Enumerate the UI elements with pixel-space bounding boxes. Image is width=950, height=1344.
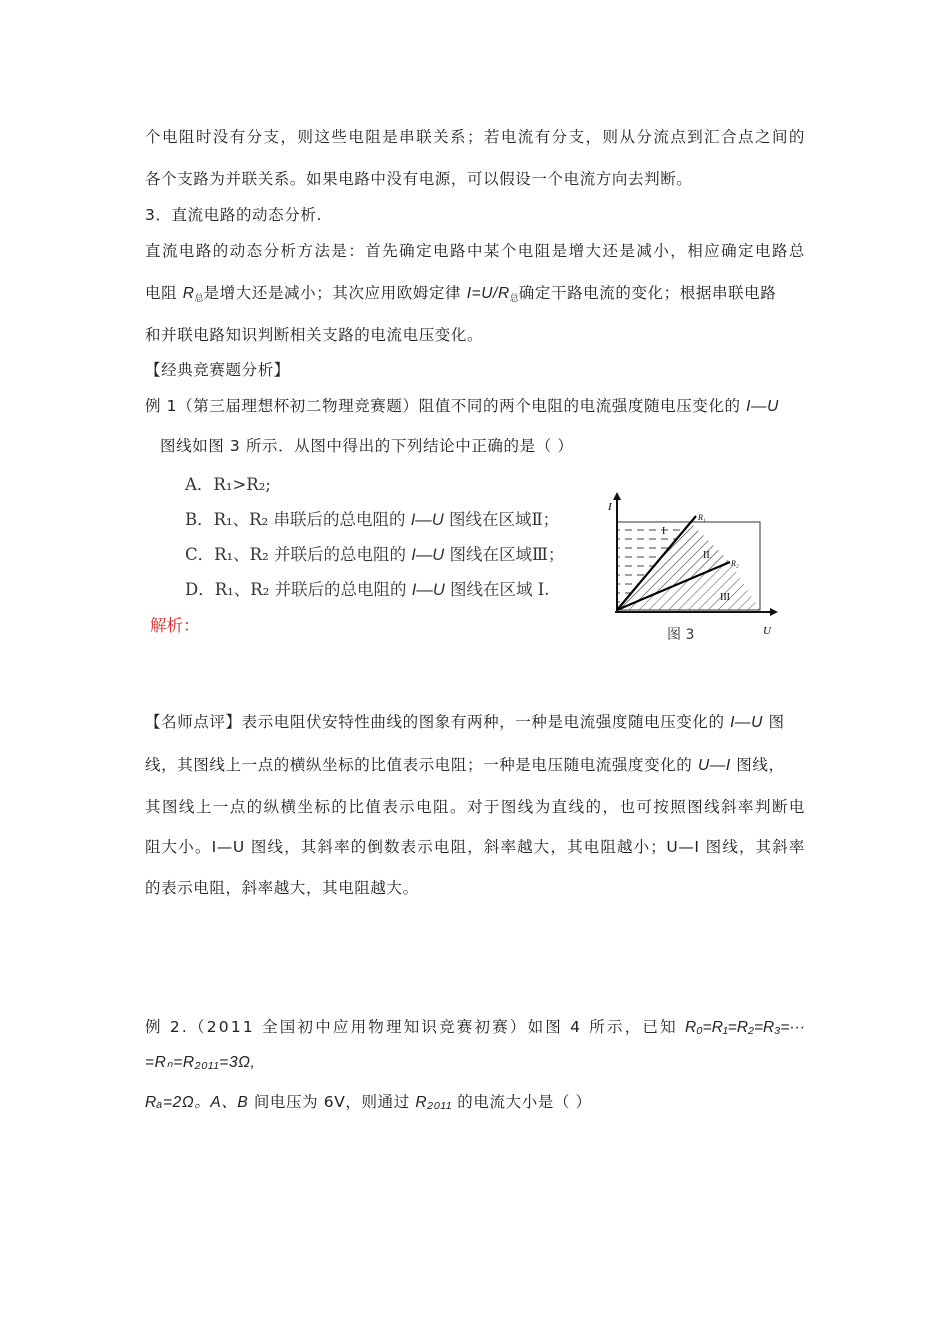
- para-line: [145, 283, 776, 309]
- option-b: [185, 509, 559, 531]
- formula: I—U: [411, 581, 445, 599]
- u-axis-label: U: [763, 625, 771, 637]
- comment-line: 阻大小。I—U 图线，其斜率的倒数表示电阻，斜率越大，其电阻越小；U—I 图线，其斜率: [145, 838, 805, 856]
- formula: U—I: [697, 757, 731, 774]
- option-d: [185, 579, 550, 601]
- analysis-label: 解析：: [150, 616, 200, 635]
- region-1-label: I: [662, 526, 666, 537]
- formula: I=U/R: [466, 285, 510, 302]
- para-line: 各个支路为并联关系。如果电路中没有电源，可以假设一个电流方向去判断。: [145, 170, 693, 188]
- formula: I—U: [746, 398, 779, 415]
- text: 例 1（第三届理想杯初二物理竞赛题）阻值不同的两个电阻的电流强度随电压变化的: [145, 397, 747, 415]
- text: 图: [762, 713, 785, 731]
- text: 电阻: [145, 284, 183, 302]
- subscript: 总: [509, 294, 519, 304]
- i-axis-label: I: [608, 501, 612, 513]
- formula: I—U: [410, 511, 444, 529]
- r2-label: R₂: [731, 559, 739, 568]
- text: 例 2.（2011 全国初中应用物理知识竞赛初赛）如图 4 所示，已知: [145, 1018, 685, 1036]
- text: 的电流大小是（ ）: [451, 1093, 592, 1111]
- example-line: 图线如图 3 所示．从图中得出的下列结论中正确的是（ ）: [160, 437, 574, 455]
- text: 图线在区域Ⅱ；: [443, 510, 560, 529]
- formula: I—U: [411, 546, 445, 564]
- comment-line: [145, 755, 785, 776]
- text: B．R₁、R₂ 串联后的总电阻的: [185, 510, 411, 529]
- text: 图线在区域Ⅲ；: [444, 545, 565, 564]
- figure-3-iu-graph: [600, 490, 780, 642]
- text: 确定干路电流的变化；根据串联电路: [518, 284, 777, 302]
- text: 图线，: [730, 756, 785, 774]
- region-2-label: II: [703, 550, 710, 561]
- symbol: R: [182, 285, 195, 302]
- para-line: 和并联电路知识判断相关支路的电流电压变化。: [145, 326, 484, 344]
- text: 是增大还是减小；其次应用欧姆定律: [203, 284, 467, 302]
- subscript: 总: [194, 294, 204, 304]
- comment-line: 其图线上一点的纵横坐标的比值表示电阻。对于图线为直线的，也可按照图线斜率判断电: [145, 798, 805, 816]
- formula: R₂₀₁₁: [415, 1094, 452, 1111]
- option-a: A．R₁>R₂;: [185, 475, 271, 494]
- para-line: 直流电路的动态分析方法是：首先确定电路中某个电阻是增大还是减小，相应确定电路总: [145, 242, 805, 260]
- text: 线，其图线上一点的横纵坐标的比值表示电阻；一种是电压随电流强度变化的: [145, 756, 698, 774]
- r1-label: R₁: [698, 513, 706, 522]
- formula: Rₐ=2Ω。: [145, 1094, 211, 1111]
- text: 间电压为 6V，则通过: [248, 1093, 416, 1111]
- option-c: [185, 544, 564, 566]
- formula: R₀=R₁=R₂=R₃=···: [684, 1019, 805, 1036]
- formula: A、B: [210, 1094, 249, 1111]
- comment-line: 的表示电阻，斜率越大，其电阻越大。: [145, 879, 419, 897]
- comment-line: [145, 712, 785, 733]
- para-line: 个电阻时没有分支，则这些电阻是串联关系；若电流有分支，则从分流点到汇合点之间的: [145, 128, 805, 146]
- text: 图线在区域 I.: [444, 580, 550, 599]
- example-line: [145, 1092, 592, 1113]
- region-3-label: III: [720, 592, 730, 603]
- section-heading: 【经典竞赛题分析】: [145, 361, 290, 379]
- example-line: [145, 1017, 805, 1038]
- section-heading: 3．直流电路的动态分析.: [145, 206, 322, 224]
- example-line: =Rₙ=R₂₀₁₁=3Ω,: [145, 1054, 256, 1071]
- formula: I—U: [730, 714, 763, 731]
- text: 【名师点评】表示电阻伏安特性曲线的图象有两种，一种是电流强度随电压变化的: [145, 713, 731, 731]
- figure-caption: 图 3: [667, 627, 695, 643]
- example-line: [145, 396, 779, 417]
- text: C．R₁、R₂ 并联后的总电阻的: [185, 545, 412, 564]
- text: D．R₁、R₂ 并联后的总电阻的: [185, 580, 412, 599]
